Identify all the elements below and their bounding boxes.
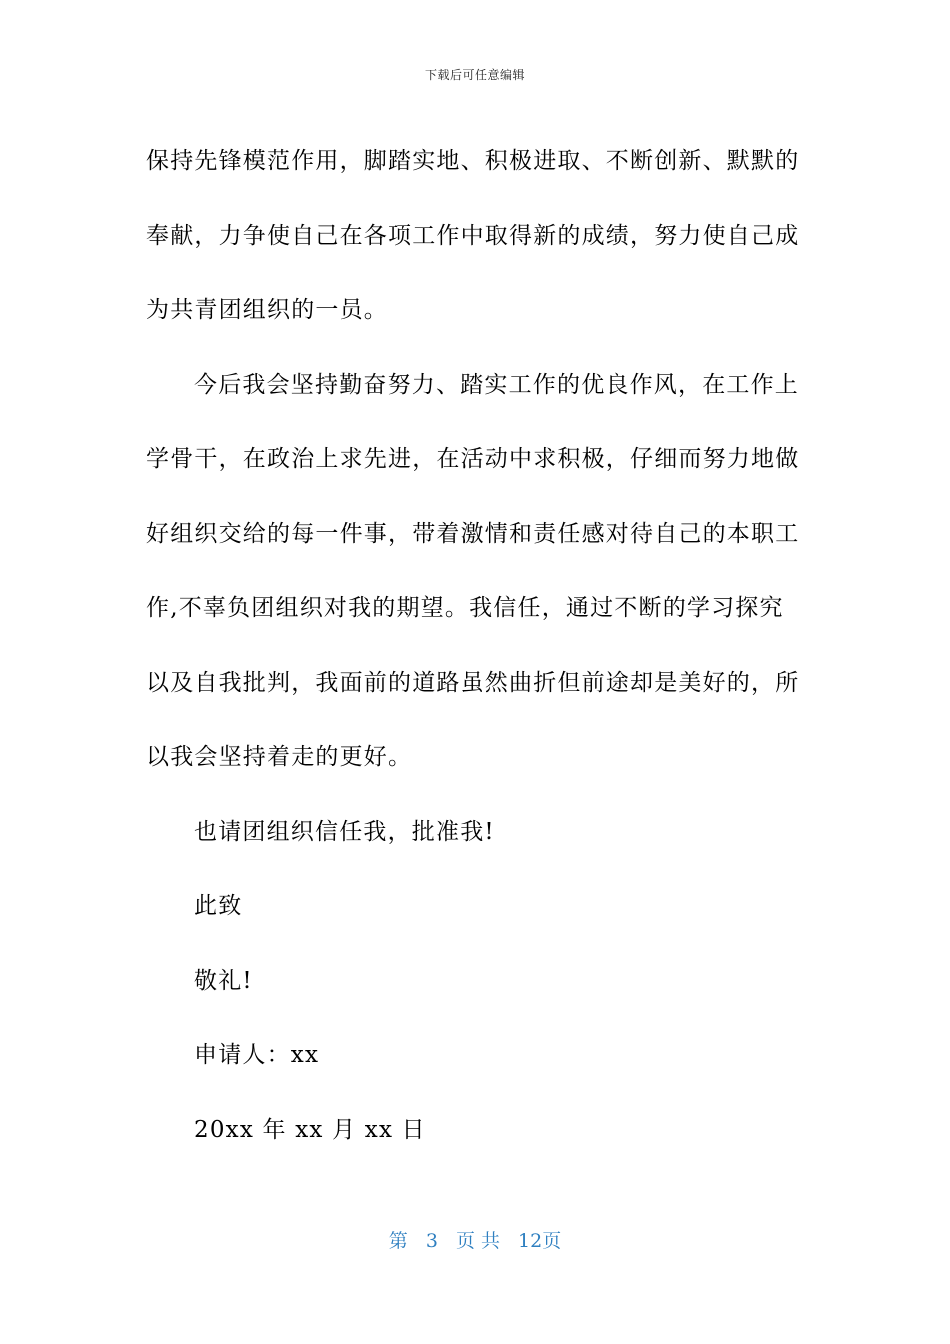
footer-prefix: 第 [388,1230,408,1252]
date-line: 20xx 年 xx 月 xx 日 [194,1116,426,1143]
page-footer [0,1226,950,1253]
footer-suffix: 页 [542,1230,562,1252]
applicant-line: 申请人：xx [194,1042,320,1068]
footer-total-pages: 12 [518,1230,543,1252]
salute-line: 敬礼! [194,967,253,994]
paragraph-1: 保持先锋模范作用，脚踏实地、积极进取、不断创新、默默的奉献，力争使自己在各项工作中取得新的成绩，努力使自己成为共青团组织的一员。 [146,148,800,323]
closing-line: 此致 [194,893,243,919]
footer-current-page: 3 [425,1230,438,1252]
paragraph-2: 今后我会坚持勤奋努力、踏实工作的优良作风，在工作上学骨干，在政治上求先进，在活动中求积极，仔细而努力地做好组织交给的每一件事，带着激情和责任感对待自己的本职工作,不辜负团组织对我的期望。我信任，通过不断的学习探究以及自我批判，我面前的道路虽然曲折但前途却是美好的，所以我会坚持着走的更好。 [146,371,800,770]
document-body [146,124,806,1167]
paragraph-3: 也请团组织信任我，批准我! [194,818,495,845]
footer-middle: 页 共 [455,1230,500,1252]
header-note: 下载后可任意编辑 [424,68,525,82]
